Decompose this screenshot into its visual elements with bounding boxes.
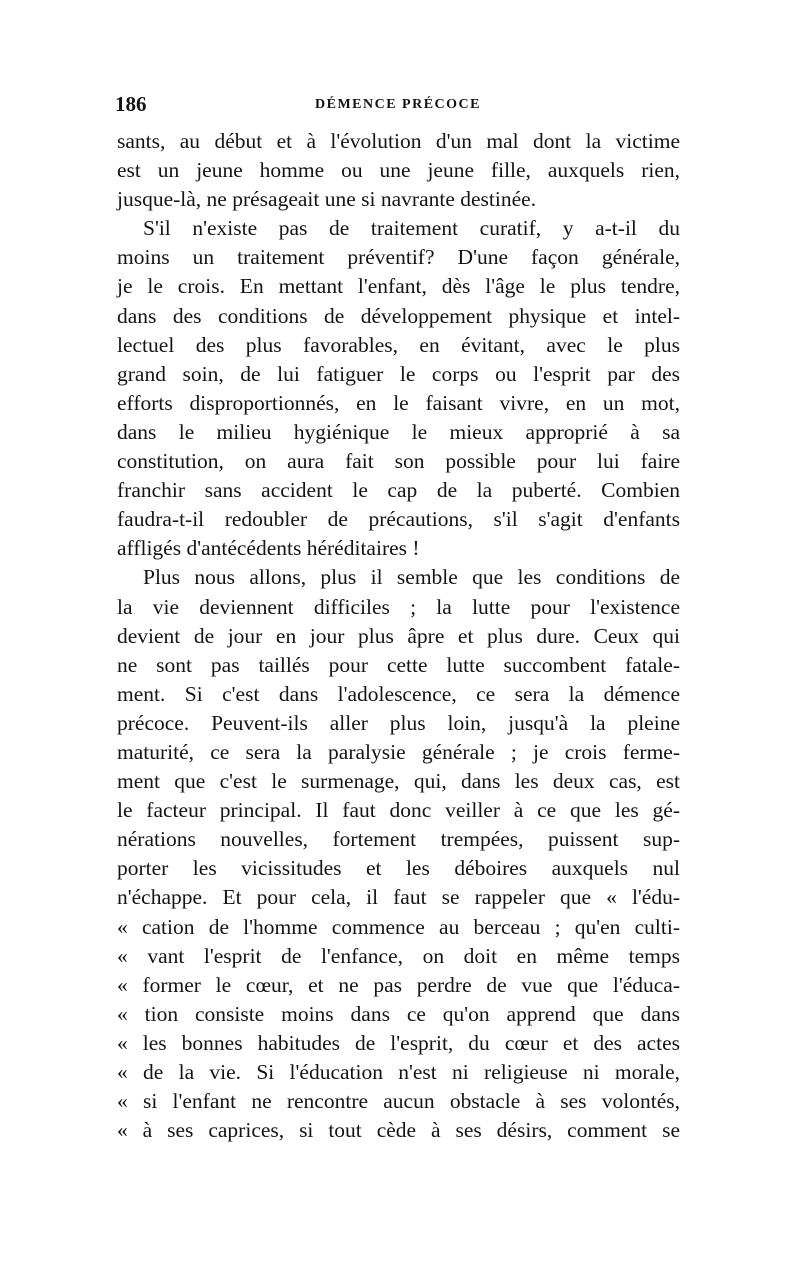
text-line: sants, au début et à l'évolution d'un mal dont la victime bbox=[117, 129, 680, 153]
text-line: dans des conditions de développement physique et intel- bbox=[117, 303, 680, 328]
text-line: affligés d'antécédents héréditaires ! bbox=[117, 536, 420, 561]
text-line: « vant l'esprit de l'enfance, on doit en même temps bbox=[117, 943, 680, 968]
text-line: porter les vicissitudes et les déboires auxquels nul bbox=[117, 856, 680, 881]
text-line: nérations nouvelles, fortement trempées, puissent sup- bbox=[117, 827, 680, 852]
running-title: DÉMENCE PRÉCOCE bbox=[315, 97, 482, 112]
text-line: dans le milieu hygiénique le mieux approprié à sa bbox=[117, 419, 680, 444]
text-line: constitution, on aura fait son possible pour lui faire bbox=[117, 449, 680, 474]
text-line: n'échappe. Et pour cela, il faut se rappeler que « l'édu- bbox=[117, 885, 680, 910]
text-line: « si l'enfant ne rencontre aucun obstacle à ses volontés, bbox=[117, 1089, 680, 1114]
text-line: je le crois. En mettant l'enfant, dès l'âge le plus tendre, bbox=[117, 274, 680, 299]
text-line: « former le cœur, et ne pas perdre de vue que l'éduca- bbox=[117, 972, 680, 997]
text-line: la vie deviennent difficiles ; la lutte pour l'existence bbox=[117, 594, 680, 619]
text-line: moins un traitement préventif? D'une façon générale, bbox=[117, 245, 680, 270]
text-line: faudra-t-il redoubler de précautions, s'il s'agit d'enfants bbox=[117, 507, 680, 532]
body-text bbox=[117, 127, 680, 1145]
text-line: le facteur principal. Il faut donc veiller à ce que les gé- bbox=[117, 798, 680, 823]
page-number: 186 bbox=[115, 92, 147, 116]
text-line: grand soin, de lui fatiguer le corps ou l'esprit par des bbox=[117, 361, 680, 386]
text-line: S'il n'existe pas de traitement curatif, y a-t-il du bbox=[143, 216, 680, 241]
text-line: Plus nous allons, plus il semble que les conditions de bbox=[143, 565, 680, 590]
text-line: devient de jour en jour plus âpre et plus dure. Ceux qui bbox=[117, 623, 680, 648]
text-line: est un jeune homme ou une jeune fille, auxquels rien, bbox=[117, 158, 680, 183]
text-line: « les bonnes habitudes de l'esprit, du cœur et des actes bbox=[117, 1030, 680, 1055]
text-line: « tion consiste moins dans ce qu'on apprend que dans bbox=[117, 1001, 680, 1026]
text-line: jusque-là, ne présageait une si navrante destinée. bbox=[117, 187, 537, 212]
text-line: efforts disproportionnés, en le faisant vivre, en un mot, bbox=[117, 390, 680, 415]
text-line: lectuel des plus favorables, en évitant, avec le plus bbox=[117, 332, 680, 357]
text-line: « de la vie. Si l'éducation n'est ni religieuse ni morale, bbox=[117, 1060, 680, 1084]
text-line: ment que c'est le surmenage, qui, dans les deux cas, est bbox=[117, 769, 680, 794]
text-line: « à ses caprices, si tout cède à ses désirs, comment se bbox=[117, 1118, 680, 1143]
text-line: maturité, ce sera la paralysie générale ; je crois ferme- bbox=[117, 739, 680, 764]
text-line: « cation de l'homme commence au berceau ; qu'en culti- bbox=[117, 914, 680, 939]
text-line: ment. Si c'est dans l'adolescence, ce sera la démence bbox=[117, 681, 680, 706]
text-line: précoce. Peuvent-ils aller plus loin, jusqu'à la pleine bbox=[117, 710, 680, 735]
page-header bbox=[115, 92, 680, 122]
text-line: franchir sans accident le cap de la puberté. Combien bbox=[117, 478, 680, 503]
text-line: ne sont pas taillés pour cette lutte succombent fatale- bbox=[117, 652, 680, 677]
